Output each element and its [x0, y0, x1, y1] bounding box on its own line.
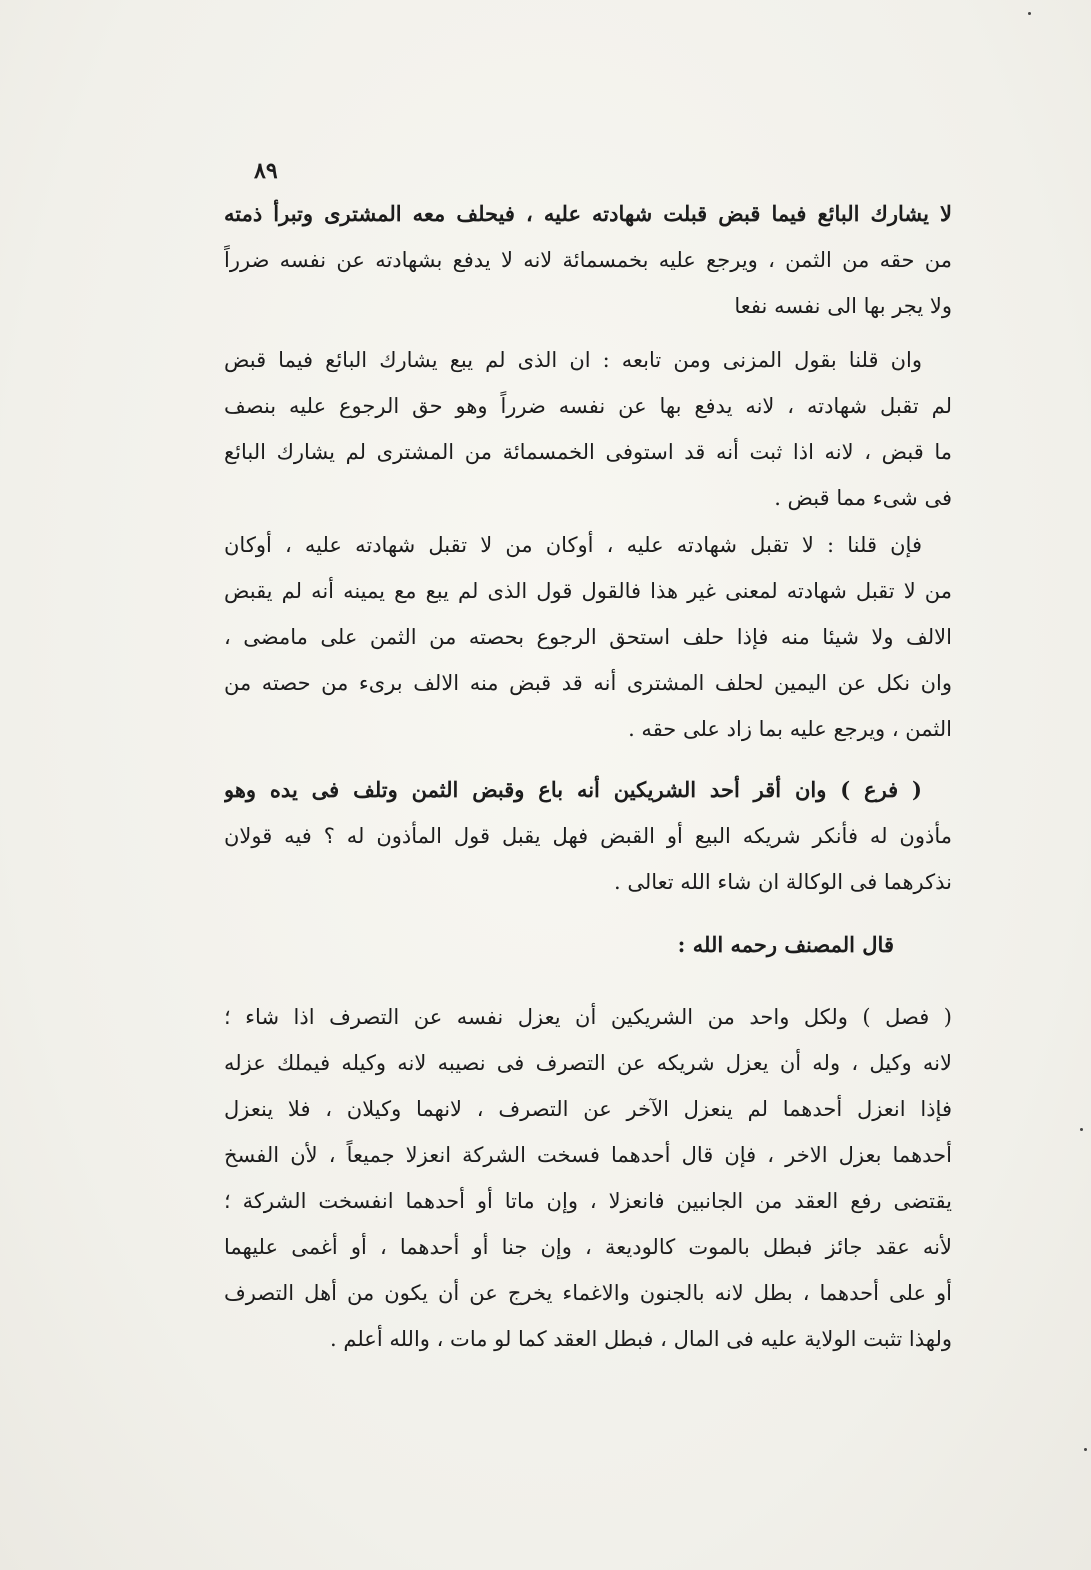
paragraph-2: [224, 337, 952, 521]
text-line: لا يشارك البائع فيما قبض قبلت شهادته عليه ، فيحلف معه المشترى وتبرأ ذمته: [224, 201, 952, 226]
text-line: يقتضى رفع العقد من الجانبين فانعزلا ، وإن ماتا أو أحدهما انفسخت الشركة ؛: [224, 1189, 952, 1213]
text-line: لم تقبل شهادته ، لانه يدفع بها عن نفسه ضرراً وهو حق الرجوع عليه بنصف: [224, 394, 952, 418]
scan-speck: [1080, 1128, 1083, 1131]
text-line: وان قلنا بقول المزنى ومن تابعه : ان الذى لم يبع يشارك البائع فيما قبض: [224, 348, 922, 372]
text-line: من حقه من الثمن ، ويرجع عليه بخمسمائة لانه لا يدفع بشهادته عن نفسه ضرراً: [224, 248, 952, 272]
paragraph-4: [224, 767, 952, 905]
text-line: نذكرهما فى الوكالة ان شاء الله تعالى .: [614, 870, 952, 894]
text-line: مأذون له فأنكر شريكه البيع أو القبض فهل يقبل قول المأذون له ؟ فيه قولان: [224, 824, 952, 848]
text-line: فى شىء مما قبض .: [774, 486, 952, 510]
text-line: أحدهما بعزل الاخر ، فإن قال أحدهما فسخت الشركة انعزلا جميعاً ، لأن الفسخ: [224, 1143, 952, 1167]
scan-speck: [1028, 12, 1031, 15]
text-line: الالف ولا شيئا منه فإذا حلف استحق الرجوع بحصته من الثمن على مامضى ،: [224, 625, 952, 649]
scan-speck: [1084, 1448, 1087, 1451]
paragraph-5: [224, 994, 952, 1362]
text-line: وان نكل عن اليمين لحلف المشترى أنه قد قبض منه الالف برىء من حصته من: [224, 671, 952, 695]
text-line: فإن قلنا : لا تقبل شهادته عليه ، أوكان من لا تقبل شهادته عليه ، أوكان: [224, 533, 922, 557]
text-line: ( فرع ) وان أقر أحد الشريكين أنه باع وقبض الثمن وتلف فى يده وهو: [224, 777, 922, 802]
section-heading: قال المصنف رحمه الله :: [677, 932, 894, 957]
text-line: فإذا انعزل أحدهما لم ينعزل الآخر عن التصرف ، لانهما وكيلان ، فلا ينعزل: [224, 1097, 952, 1121]
text-line: ولا يجر بها الى نفسه نفعا: [734, 294, 952, 318]
text-line: ( فصل ) ولكل واحد من الشريكين أن يعزل نفسه عن التصرف اذا شاء ؛: [224, 1005, 952, 1029]
text-line: ولهذا تثبت الولاية عليه فى المال ، فبطل العقد كما لو مات ، والله أعلم .: [330, 1327, 952, 1351]
paragraph-1: [224, 191, 952, 329]
page-number: ٨٩: [254, 158, 278, 184]
text-line: من لا تقبل شهادته لمعنى غير هذا فالقول قول الذى لم يبع مع يمينه أنه لم يقبض: [224, 579, 952, 603]
text-line: لانه وكيل ، وله أن يعزل شريكه عن التصرف فى نصيبه لانه وكيله فيملك عزله: [224, 1051, 952, 1075]
text-line: أو على أحدهما ، بطل لانه بالجنون والاغماء يخرج عن أن يكون من أهل التصرف: [224, 1281, 952, 1305]
text-line: الثمن ، ويرجع عليه بما زاد على حقه .: [628, 717, 952, 741]
text-line: ما قبض ، لانه اذا ثبت أنه قد استوفى الخمسمائة من المشترى لم يشارك البائع: [224, 440, 952, 464]
paragraph-3: [224, 522, 952, 752]
text-line: لأنه عقد جائز فبطل بالموت كالوديعة ، وإن جنا أو أحدهما ، أو أغمى عليهما: [224, 1235, 952, 1259]
